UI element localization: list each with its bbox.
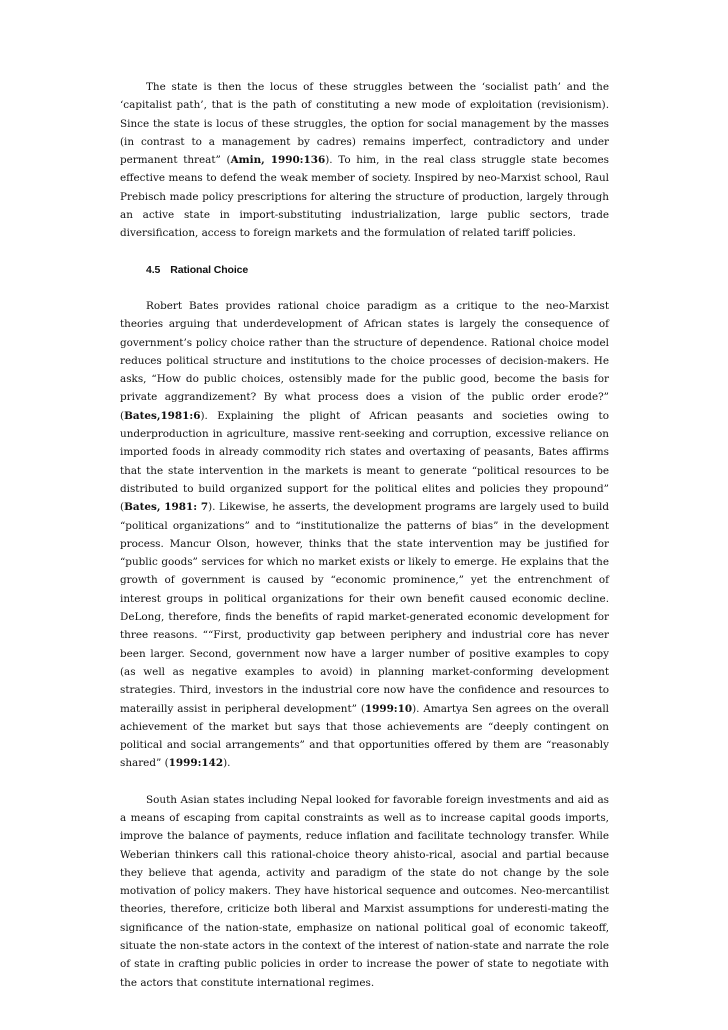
citation-bates-1981-7: Bates, 1981: 7 [124, 501, 209, 514]
citation-bates-1981-6: Bates,1981:6 [124, 409, 201, 422]
paragraph-text: ). Amartya Sen agrees on the overall achievement of the market but says that those achievements are “deeply contingent on political and social arrangements” and that opportunities offered by them are “reasonably shared” ( [120, 702, 609, 770]
citation-1999-142: 1999:142 [168, 757, 224, 770]
citation-amin: Amin, 1990:136 [230, 154, 326, 167]
section-heading [146, 261, 609, 279]
paragraph-text: ). Likewise, he asserts, the development programs are largely used to build “political organizations” and to “institutionalize the patterns of bias” in the development process. Mancur Olson, however, thinks that the state intervention may be justified for “public goods” services for which no market exists or likely to emerge. He explains that the growth of government is caused by “economic prominence,” yet the entrenchment of interest groups in political organizations for their own benefit caused economic decline. DeLong, therefore, finds the benefits of rapid market-generated economic development for three reasons. ““First, productivity gap between periphery and industrial core has never been larger. Second, government now have a larger number of positive examples to copy (as well as negative examples to avoid) in planning market-conforming development strategies. Third, investors in the industrial core now have the confidence and resources to materailly assist in peripheral development” ( [120, 501, 609, 715]
section-number: 4.5 [146, 263, 161, 276]
paragraph-state-struggles [120, 78, 609, 243]
paragraph-text: ). To him, in the real class struggle state becomes effective means to defend the weak member of society. Inspired by neo-Marxist school, Raul Prebisch made policy prescriptions for altering the structure of production, largely through an active state in import-substituting industrialization, large public sectors, trade diversification, access to foreign markets and the formulation of related tariff policies. [120, 154, 609, 240]
paragraph-text: ). [223, 757, 231, 770]
paragraph-text: Robert Bates provides rational choice paradigm as a critique to the neo-Marxist theories arguing that underdevelopment of African states is largely the consequence of government’s policy choice rather than the structure of dependence. Rational choice model reduces political structure and institutions to the choice processes of decision-makers. He asks, “How do public choices, ostensibly made for the public good, become the basis for private aggrandizement? By what process does a vision of the public order erode?” ( [120, 299, 609, 422]
section-title: Rational Choice [170, 263, 249, 276]
paragraph-south-asian-states: South Asian states including Nepal looked for favorable foreign investments and aid as a means of escaping from capital constraints as well as to increase capital goods imports, improve the balance of payments, reduce inflation and facilitate technology transfer. While Weberian thinkers call this rational-choice theory ahisto-rical, asocial and partial because they believe that agenda, activity and paradigm of the state do not change by the sole motivation of policy makers. They have historical sequence and outcomes. Neo-mercantilist theories, therefore, criticize both liberal and Marxist assumptions for underesti-mating the significance of the nation-state, emphasize on national political goal of economic takeoff, situate the non-state actors in the context of the interest of nation-state and narrate the role of state in crafting public policies in order to increase the power of state to negotiate with the actors that constitute international regimes. [120, 793, 609, 989]
paragraph-text: The state is then the locus of these struggles between the ‘socialist path’ and the ‘capitalist path’, that is the path of constituting a new mode of exploitation (revisionism). Since the state is locus of these struggles, the option for social management by the masses (in contrast to a management by cadres) remains imperfect, contradictory and under permanent threat” ( [120, 81, 609, 167]
paragraph-text: ). Explaining the plight of African peasants and societies owing to underproduction in agriculture, massive rent-seeking and corruption, excessive reliance on imported foods in already commodity rich states and overtaxing of peasants, Bates affirms that the state intervention in the markets is meant to generate “political resources to be distributed to build organized support for the political elites and policies they propound” ( [120, 409, 609, 514]
citation-1999-10: 1999:10 [364, 702, 413, 715]
paragraph-rational-choice [120, 297, 609, 773]
document-page [120, 78, 609, 992]
